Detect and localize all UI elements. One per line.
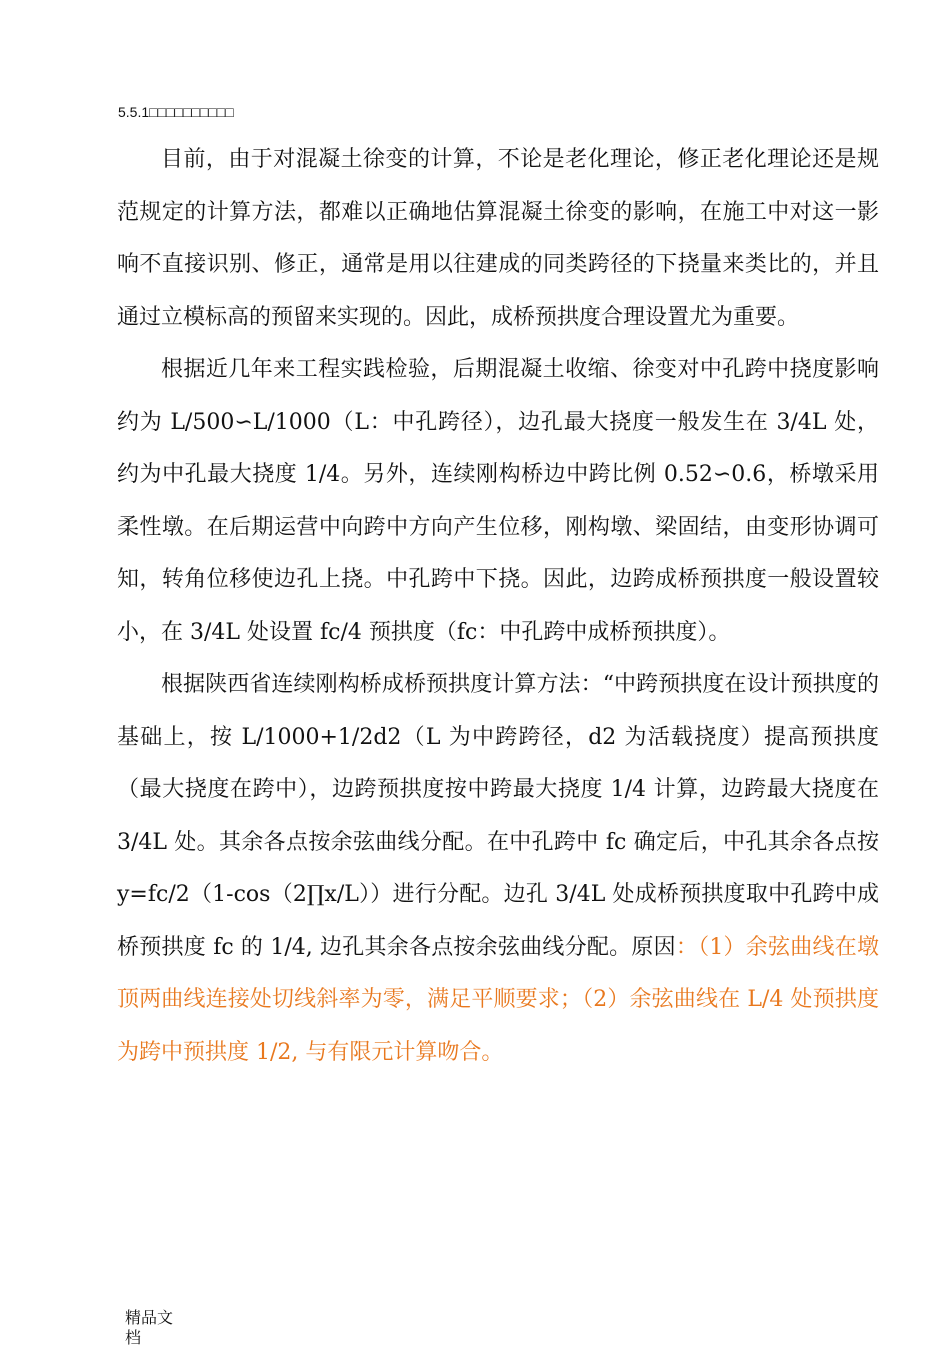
paragraph-3-main: 根据陕西省连续刚构桥成桥预拱度计算方法：“中跨预拱度在设计预拱度的基础上，按 L/1000+1/2d2（L 为中跨跨径，d2 为活载挠度）提高预拱度（最大挠度在跨中），边跨预拱度按中跨最大挠度 1/4 计算，边跨最大挠度在 3/4L 处。其余各点按余弦曲线分配。在中孔跨中 fc 确定后，中孔其余各点按 y=fc/2（1-cos（2∏x/L））进行分配。边孔 3/4L 处成桥预拱度取中孔跨中成桥预拱度 fc 的 1/4, 边孔其余各点按余弦曲线分配。原因 — [117, 672, 879, 960]
footer-watermark: 精品文档 — [125, 1308, 174, 1347]
body-text — [117, 134, 879, 1079]
paragraph-1: 目前，由于对混凝土徐变的计算，不论是老化理论，修正老化理论还是规范规定的计算方法，都难以正确地估算混凝土徐变的影响，在施工中对这一影响不直接识别、修正，通常是用以往建成的同类跨径的下挠量来类比的，并且通过立模标高的预留来实现的。因此，成桥预拱度合理设置尤为重要。 — [117, 147, 879, 330]
paragraph-3-highlight: ：（1）余弦曲线在墩顶两曲线连接处切线斜率为零，满足平顺要求；（2）余弦曲线在 L/4 处预拱度为跨中预拱度 1/2, 与有限元计算吻合。 — [117, 934, 880, 1065]
paragraph-2: 根据近几年来工程实践检验，后期混凝土收缩、徐变对中孔跨中挠度影响约为 L/500∽L/1000（L：中孔跨径），边孔最大挠度一般发生在 3/4L 处，约为中孔最大挠度 1/4。另外，连续刚构桥边中跨比例 0.52∽0.6，桥墩采用柔性墩。在后期运营中向跨中方向产生位移，刚构墩、梁固结，由变形协调可知，转角位移使边孔上挠。中孔跨中下挠。因此，边跨成桥预拱度一般设置较小，在 3/4L 处设置 fc/4 预拱度（fc：中孔跨中成桥预拱度）。 — [117, 357, 879, 645]
paragraph-3 — [117, 659, 879, 1079]
section-heading: 5.5.1□□□□□□□□□□ — [118, 104, 234, 120]
